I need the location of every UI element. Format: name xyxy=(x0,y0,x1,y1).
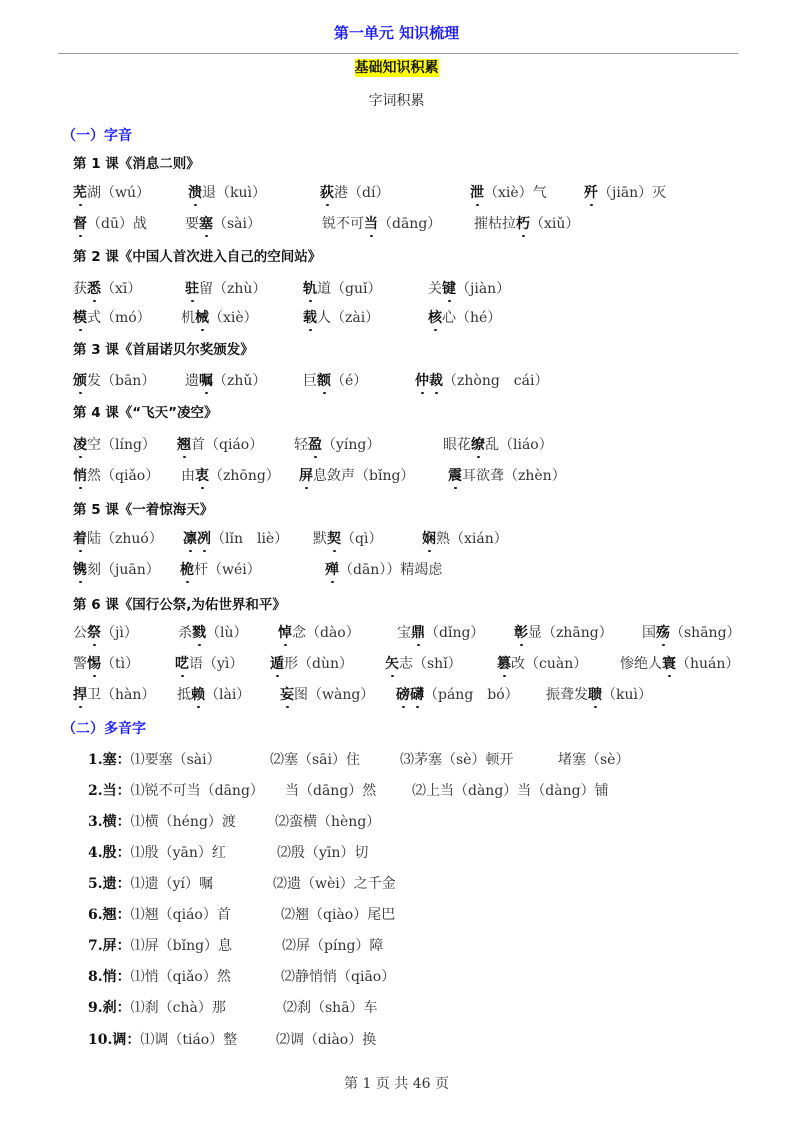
vocab-text: 然（qiǎo） xyxy=(87,468,160,484)
vocab-text: （lù） xyxy=(206,625,248,641)
polyphone-reading xyxy=(282,935,383,955)
emphasized-char: 芜 xyxy=(73,182,87,202)
section-heading-phonetics: （一）字音 xyxy=(62,128,132,144)
vocab-text: （huán） xyxy=(676,656,740,672)
vocab-text: （jì） xyxy=(101,625,138,641)
emphasized-char: 赖 xyxy=(191,684,205,704)
vocab-text: （dū）战 xyxy=(87,216,147,232)
emphasized-char: 颁 xyxy=(73,370,87,390)
vocab-item xyxy=(183,528,288,548)
vocab-item xyxy=(396,684,519,704)
emphasized-char: 荻 xyxy=(320,182,334,202)
vocab-item xyxy=(73,622,138,642)
vocab-text: （tì） xyxy=(101,656,140,672)
emphasized-char: 磅 xyxy=(396,684,410,704)
emphasized-char: 娴 xyxy=(422,528,436,548)
vocab-item xyxy=(415,370,548,390)
emphasized-char: 彰 xyxy=(514,622,528,642)
vocab-item xyxy=(397,622,484,642)
vocab-text: （jiān）灭 xyxy=(598,185,667,201)
vocab-text: （kuì） xyxy=(602,687,652,703)
vocab-item xyxy=(474,213,579,233)
emphasized-char: 着 xyxy=(73,528,87,548)
vocab-text: （lài） xyxy=(205,687,251,703)
polyphone-reading xyxy=(281,904,395,924)
polyphone-text: ⑴悄（qiǎo）然 xyxy=(130,969,231,985)
vocab-item xyxy=(428,307,501,327)
vocab-item xyxy=(497,653,587,673)
polyphone-label: 2.当： xyxy=(88,783,131,799)
polyphone-label: 1.塞： xyxy=(88,752,131,768)
polyphone-reading xyxy=(277,842,368,862)
emphasized-char: 凛 xyxy=(183,528,197,548)
vocab-text: 遗 xyxy=(185,373,199,389)
vocab-text: 关 xyxy=(428,281,442,297)
vocab-text: 形（dùn） xyxy=(284,656,353,672)
vocab-text: 显（zhāng） xyxy=(528,625,613,641)
emphasized-char: 缭 xyxy=(471,434,485,454)
vocab-text: （yíng） xyxy=(322,437,381,453)
lesson-title: 第 2 课《中国人首次进入自己的空间站》 xyxy=(73,249,322,265)
polyphone-reading xyxy=(88,811,236,831)
vocab-text: 轻 xyxy=(294,437,308,453)
vocab-text: 式（mó） xyxy=(87,310,151,326)
vocab-text: 陆（zhuó） xyxy=(87,531,163,547)
vocab-text: 锐不可 xyxy=(322,216,364,232)
vocab-item xyxy=(278,622,360,642)
vocab-text: 默 xyxy=(313,531,327,547)
vocab-item xyxy=(303,307,379,327)
polyphone-text: ⑴翘（qiáo）首 xyxy=(130,907,231,923)
vocab-text: 图（wàng） xyxy=(294,687,375,703)
emphasized-char: 载 xyxy=(303,307,317,327)
polyphone-reading xyxy=(88,780,264,800)
vocab-text: 国 xyxy=(642,625,656,641)
vocab-item xyxy=(73,684,155,704)
emphasized-char: 悉 xyxy=(87,278,101,298)
vocab-text: 道（guǐ） xyxy=(317,281,382,297)
polyphone-reading xyxy=(558,749,629,769)
vocab-item xyxy=(178,622,248,642)
vocab-text: （dǐng） xyxy=(425,625,485,641)
vocab-text: 要 xyxy=(185,216,199,232)
vocab-item xyxy=(73,559,160,579)
polyphone-text: ⑴横（héng）渡 xyxy=(130,814,236,830)
emphasized-char: 冽 xyxy=(197,528,211,548)
vocab-text: 空（líng） xyxy=(87,437,156,453)
emphasized-char: 戮 xyxy=(192,622,206,642)
vocab-item xyxy=(422,528,508,548)
emphasized-char: 悄 xyxy=(73,465,87,485)
subtitle: 字词积累 xyxy=(368,93,425,109)
vocab-item xyxy=(303,370,367,390)
vocab-text: （xiè）气 xyxy=(484,185,547,201)
vocab-text: 眼花 xyxy=(443,437,471,453)
vocab-text: 耳欲聋（zhèn） xyxy=(462,468,566,484)
vocab-item xyxy=(188,182,266,202)
vocab-text: 人（zài） xyxy=(317,310,380,326)
emphasized-char: 凌 xyxy=(73,434,87,454)
vocab-item xyxy=(177,684,250,704)
emphasized-char: 屏 xyxy=(299,465,313,485)
vocab-text: 息敛声（bǐng） xyxy=(313,468,415,484)
emphasized-char: 惕 xyxy=(87,653,101,673)
emphasized-char: 捍 xyxy=(73,684,87,704)
emphasized-char: 额 xyxy=(317,370,331,390)
vocab-text: （páng bó） xyxy=(424,687,519,703)
vocab-item xyxy=(313,528,382,548)
vocab-item xyxy=(181,307,258,327)
polyphone-reading xyxy=(88,997,226,1017)
vocab-text: 心（hé） xyxy=(442,310,502,326)
vocab-text: （lǐn liè） xyxy=(211,531,289,547)
vocab-text: 公 xyxy=(73,625,87,641)
vocab-text: 港（dí） xyxy=(334,185,390,201)
polyphone-reading xyxy=(276,1029,376,1049)
polyphone-text: ⑵上当（dàng）当（dàng）铺 xyxy=(412,783,609,799)
vocab-text: 念（dào） xyxy=(292,625,360,641)
emphasized-char: 悼 xyxy=(278,622,292,642)
lesson-title: 第 1 课《消息二则》 xyxy=(73,156,200,172)
vocab-text: 机 xyxy=(181,310,195,326)
vocab-text: 警 xyxy=(73,656,87,672)
polyphone-text: ⑵殷（yīn）切 xyxy=(277,845,369,861)
running-header: 第一单元 知识梳理 xyxy=(333,24,460,42)
emphasized-char: 礴 xyxy=(410,684,424,704)
vocab-item xyxy=(73,434,156,454)
lesson-title: 第 5 课《一着惊海天》 xyxy=(73,502,214,518)
vocab-item xyxy=(185,213,261,233)
polyphone-text: ⑵塞（sāi）住 xyxy=(270,752,361,768)
emphasized-char: 塞 xyxy=(199,213,213,233)
vocab-item xyxy=(514,622,613,642)
vocab-text: 留（zhù） xyxy=(199,281,267,297)
vocab-item xyxy=(443,434,553,454)
vocab-item xyxy=(73,653,139,673)
emphasized-char: 遁 xyxy=(270,653,284,673)
emphasized-char: 祭 xyxy=(87,622,101,642)
polyphone-label: 8.悄： xyxy=(88,969,131,985)
emphasized-char: 镌 xyxy=(73,559,87,579)
emphasized-char: 寰 xyxy=(662,653,676,673)
vocab-item xyxy=(175,653,243,673)
emphasized-char: 核 xyxy=(428,307,442,327)
lesson-title: 第 4 课《“飞天”凌空》 xyxy=(73,405,218,421)
polyphone-reading xyxy=(281,966,395,986)
vocab-text: 抵 xyxy=(177,687,191,703)
vocab-text: 惨绝人 xyxy=(620,656,662,672)
vocab-text: 获 xyxy=(73,281,87,297)
vocab-text: （dāng） xyxy=(378,216,442,232)
vocab-text: 改（cuàn） xyxy=(511,656,588,672)
vocab-text: 湖（wú） xyxy=(87,185,150,201)
vocab-item xyxy=(270,653,353,673)
emphasized-char: 泄 xyxy=(470,182,484,202)
polyphone-label: 3.横： xyxy=(88,814,131,830)
polyphone-reading xyxy=(283,997,378,1017)
vocab-item xyxy=(428,278,510,298)
polyphone-text: ⑴殷（yān）红 xyxy=(130,845,226,861)
polyphone-text: 堵塞（sè） xyxy=(558,752,630,768)
emphasized-char: 呓 xyxy=(175,653,189,673)
emphasized-char: 殚 xyxy=(325,559,339,579)
vocab-item xyxy=(185,370,266,390)
polyphone-text: ⑴要塞（sài） xyxy=(130,752,221,768)
emphasized-char: 歼 xyxy=(584,182,598,202)
vocab-item xyxy=(73,528,163,548)
polyphone-text: ⑴锐不可当（dāng） xyxy=(130,783,264,799)
vocab-item xyxy=(73,182,150,202)
vocab-item xyxy=(546,684,652,704)
vocab-text: （xī） xyxy=(101,281,142,297)
polyphone-text: ⑵调（diào）换 xyxy=(276,1032,377,1048)
vocab-item xyxy=(73,370,155,390)
vocab-item xyxy=(470,182,547,202)
polyphone-text: ⑵屏（píng）障 xyxy=(282,938,384,954)
emphasized-char: 械 xyxy=(195,307,209,327)
polyphone-reading xyxy=(88,873,213,893)
vocab-item xyxy=(299,465,414,485)
polyphone-label: 7.屏： xyxy=(88,938,131,954)
polyphone-text: ⑶茅塞（sè）顿开 xyxy=(400,752,514,768)
vocab-text: 语（yì） xyxy=(189,656,244,672)
vocab-item xyxy=(280,684,374,704)
polyphone-reading xyxy=(275,811,380,831)
vocab-text: 摧枯拉 xyxy=(474,216,516,232)
polyphone-text: ⑴屏（bǐng）息 xyxy=(130,938,233,954)
vocab-text: 熟（xián） xyxy=(436,531,508,547)
vocab-item xyxy=(385,653,462,673)
vocab-item xyxy=(325,559,442,579)
vocab-item xyxy=(185,278,266,298)
vocab-text: （sài） xyxy=(213,216,262,232)
polyphone-text: ⑵蛮横（hèng） xyxy=(275,814,381,830)
polyphone-text: ⑵遗（wèi）之千金 xyxy=(273,876,396,892)
polyphone-reading xyxy=(273,873,396,893)
polyphone-label: 4.殷： xyxy=(88,845,131,861)
polyphone-label: 9.刹： xyxy=(88,1000,131,1016)
vocab-item xyxy=(320,182,389,202)
vocab-text: （é） xyxy=(331,373,368,389)
polyphone-reading xyxy=(88,842,226,862)
emphasized-char: 驻 xyxy=(185,278,199,298)
vocab-text: （zhǔ） xyxy=(213,373,267,389)
emphasized-char: 裁 xyxy=(429,370,443,390)
emphasized-char: 桅 xyxy=(180,559,194,579)
polyphone-label: 6.翘： xyxy=(88,907,131,923)
lesson-title: 第 6 课《国行公祭,为佑世界和平》 xyxy=(73,597,286,613)
section-heading-polyphones: （二）多音字 xyxy=(62,721,146,737)
vocab-item xyxy=(180,559,261,579)
emphasized-char: 仲 xyxy=(415,370,429,390)
vocab-text: 振聋发 xyxy=(546,687,588,703)
emphasized-char: 矢 xyxy=(385,653,399,673)
vocab-text: （shāng） xyxy=(670,625,741,641)
vocab-text: （jiàn） xyxy=(456,281,511,297)
vocab-text: 志（shǐ） xyxy=(399,656,462,672)
polyphone-text: ⑴调（tiáo）整 xyxy=(140,1032,238,1048)
emphasized-char: 溃 xyxy=(188,182,202,202)
emphasized-char: 朽 xyxy=(516,213,530,233)
vocab-item xyxy=(73,278,141,298)
vocab-text: 退（kuì） xyxy=(202,185,266,201)
vocab-text: （xiè） xyxy=(209,310,258,326)
vocab-text: （xiǔ） xyxy=(530,216,580,232)
emphasized-char: 殇 xyxy=(656,622,670,642)
vocab-text: 刻（juān） xyxy=(87,562,160,578)
emphasized-char: 嘱 xyxy=(199,370,213,390)
vocab-text: 卫（hàn） xyxy=(87,687,156,703)
vocab-item xyxy=(642,622,741,642)
emphasized-char: 篡 xyxy=(497,653,511,673)
polyphone-text: ⑴刹（chà）那 xyxy=(130,1000,226,1016)
main-title-text: 基础知识积累 xyxy=(354,60,439,76)
emphasized-char: 当 xyxy=(364,213,378,233)
vocab-text: 乱（liáo） xyxy=(485,437,553,453)
vocab-text: 宝 xyxy=(397,625,411,641)
vocab-text: （dān））精竭虑 xyxy=(339,562,443,578)
emphasized-char: 轨 xyxy=(303,278,317,298)
vocab-item xyxy=(303,278,381,298)
polyphone-reading xyxy=(400,749,513,769)
emphasized-char: 模 xyxy=(73,307,87,327)
polyphone-reading xyxy=(88,966,231,986)
vocab-item xyxy=(73,213,147,233)
polyphone-reading xyxy=(88,749,221,769)
vocab-item xyxy=(322,213,441,233)
polyphone-reading xyxy=(88,1029,237,1049)
header-divider xyxy=(58,53,738,54)
emphasized-char: 衷 xyxy=(195,465,209,485)
polyphone-text: ⑵静悄悄（qiāo） xyxy=(281,969,396,985)
vocab-text: 巨 xyxy=(303,373,317,389)
vocab-text: 杀 xyxy=(178,625,192,641)
vocab-text: 发（bān） xyxy=(87,373,156,389)
page-footer: 第 1 页 共 46 页 xyxy=(344,1076,449,1092)
polyphone-reading xyxy=(412,780,609,800)
vocab-item xyxy=(181,465,280,485)
vocab-text: 首（qiáo） xyxy=(191,437,264,453)
emphasized-char: 契 xyxy=(327,528,341,548)
emphasized-char: 督 xyxy=(73,213,87,233)
polyphone-text: ⑴遗（yí）嘱 xyxy=(130,876,214,892)
polyphone-text: ⑵翘（qiào）尾巴 xyxy=(281,907,396,923)
vocab-text: （qì） xyxy=(341,531,383,547)
emphasized-char: 震 xyxy=(448,465,462,485)
main-title xyxy=(0,57,793,77)
vocab-item xyxy=(294,434,380,454)
vocab-item xyxy=(448,465,566,485)
polyphone-label: 5.遗： xyxy=(88,876,131,892)
vocab-text: （zhòng cái） xyxy=(443,373,549,389)
vocab-text: 杆（wéi） xyxy=(194,562,261,578)
vocab-text: （zhōng） xyxy=(209,468,280,484)
polyphone-reading xyxy=(88,904,231,924)
vocab-item xyxy=(620,653,739,673)
polyphone-label: 10.调： xyxy=(88,1032,141,1048)
emphasized-char: 盈 xyxy=(308,434,322,454)
emphasized-char: 翘 xyxy=(177,434,191,454)
vocab-item xyxy=(584,182,666,202)
emphasized-char: 妄 xyxy=(280,684,294,704)
lesson-title: 第 3 课《首届诺贝尔奖颁发》 xyxy=(73,342,254,358)
polyphone-reading xyxy=(88,935,232,955)
polyphone-text: ⑵刹（shā）车 xyxy=(283,1000,378,1016)
vocab-item xyxy=(73,465,159,485)
polyphone-reading xyxy=(285,780,376,800)
emphasized-char: 键 xyxy=(442,278,456,298)
vocab-item xyxy=(177,434,263,454)
vocab-text: 由 xyxy=(181,468,195,484)
emphasized-char: 聩 xyxy=(588,684,602,704)
emphasized-char: 鼎 xyxy=(411,622,425,642)
polyphone-reading xyxy=(270,749,360,769)
vocab-item xyxy=(73,307,151,327)
polyphone-text: 当（dāng）然 xyxy=(285,783,377,799)
